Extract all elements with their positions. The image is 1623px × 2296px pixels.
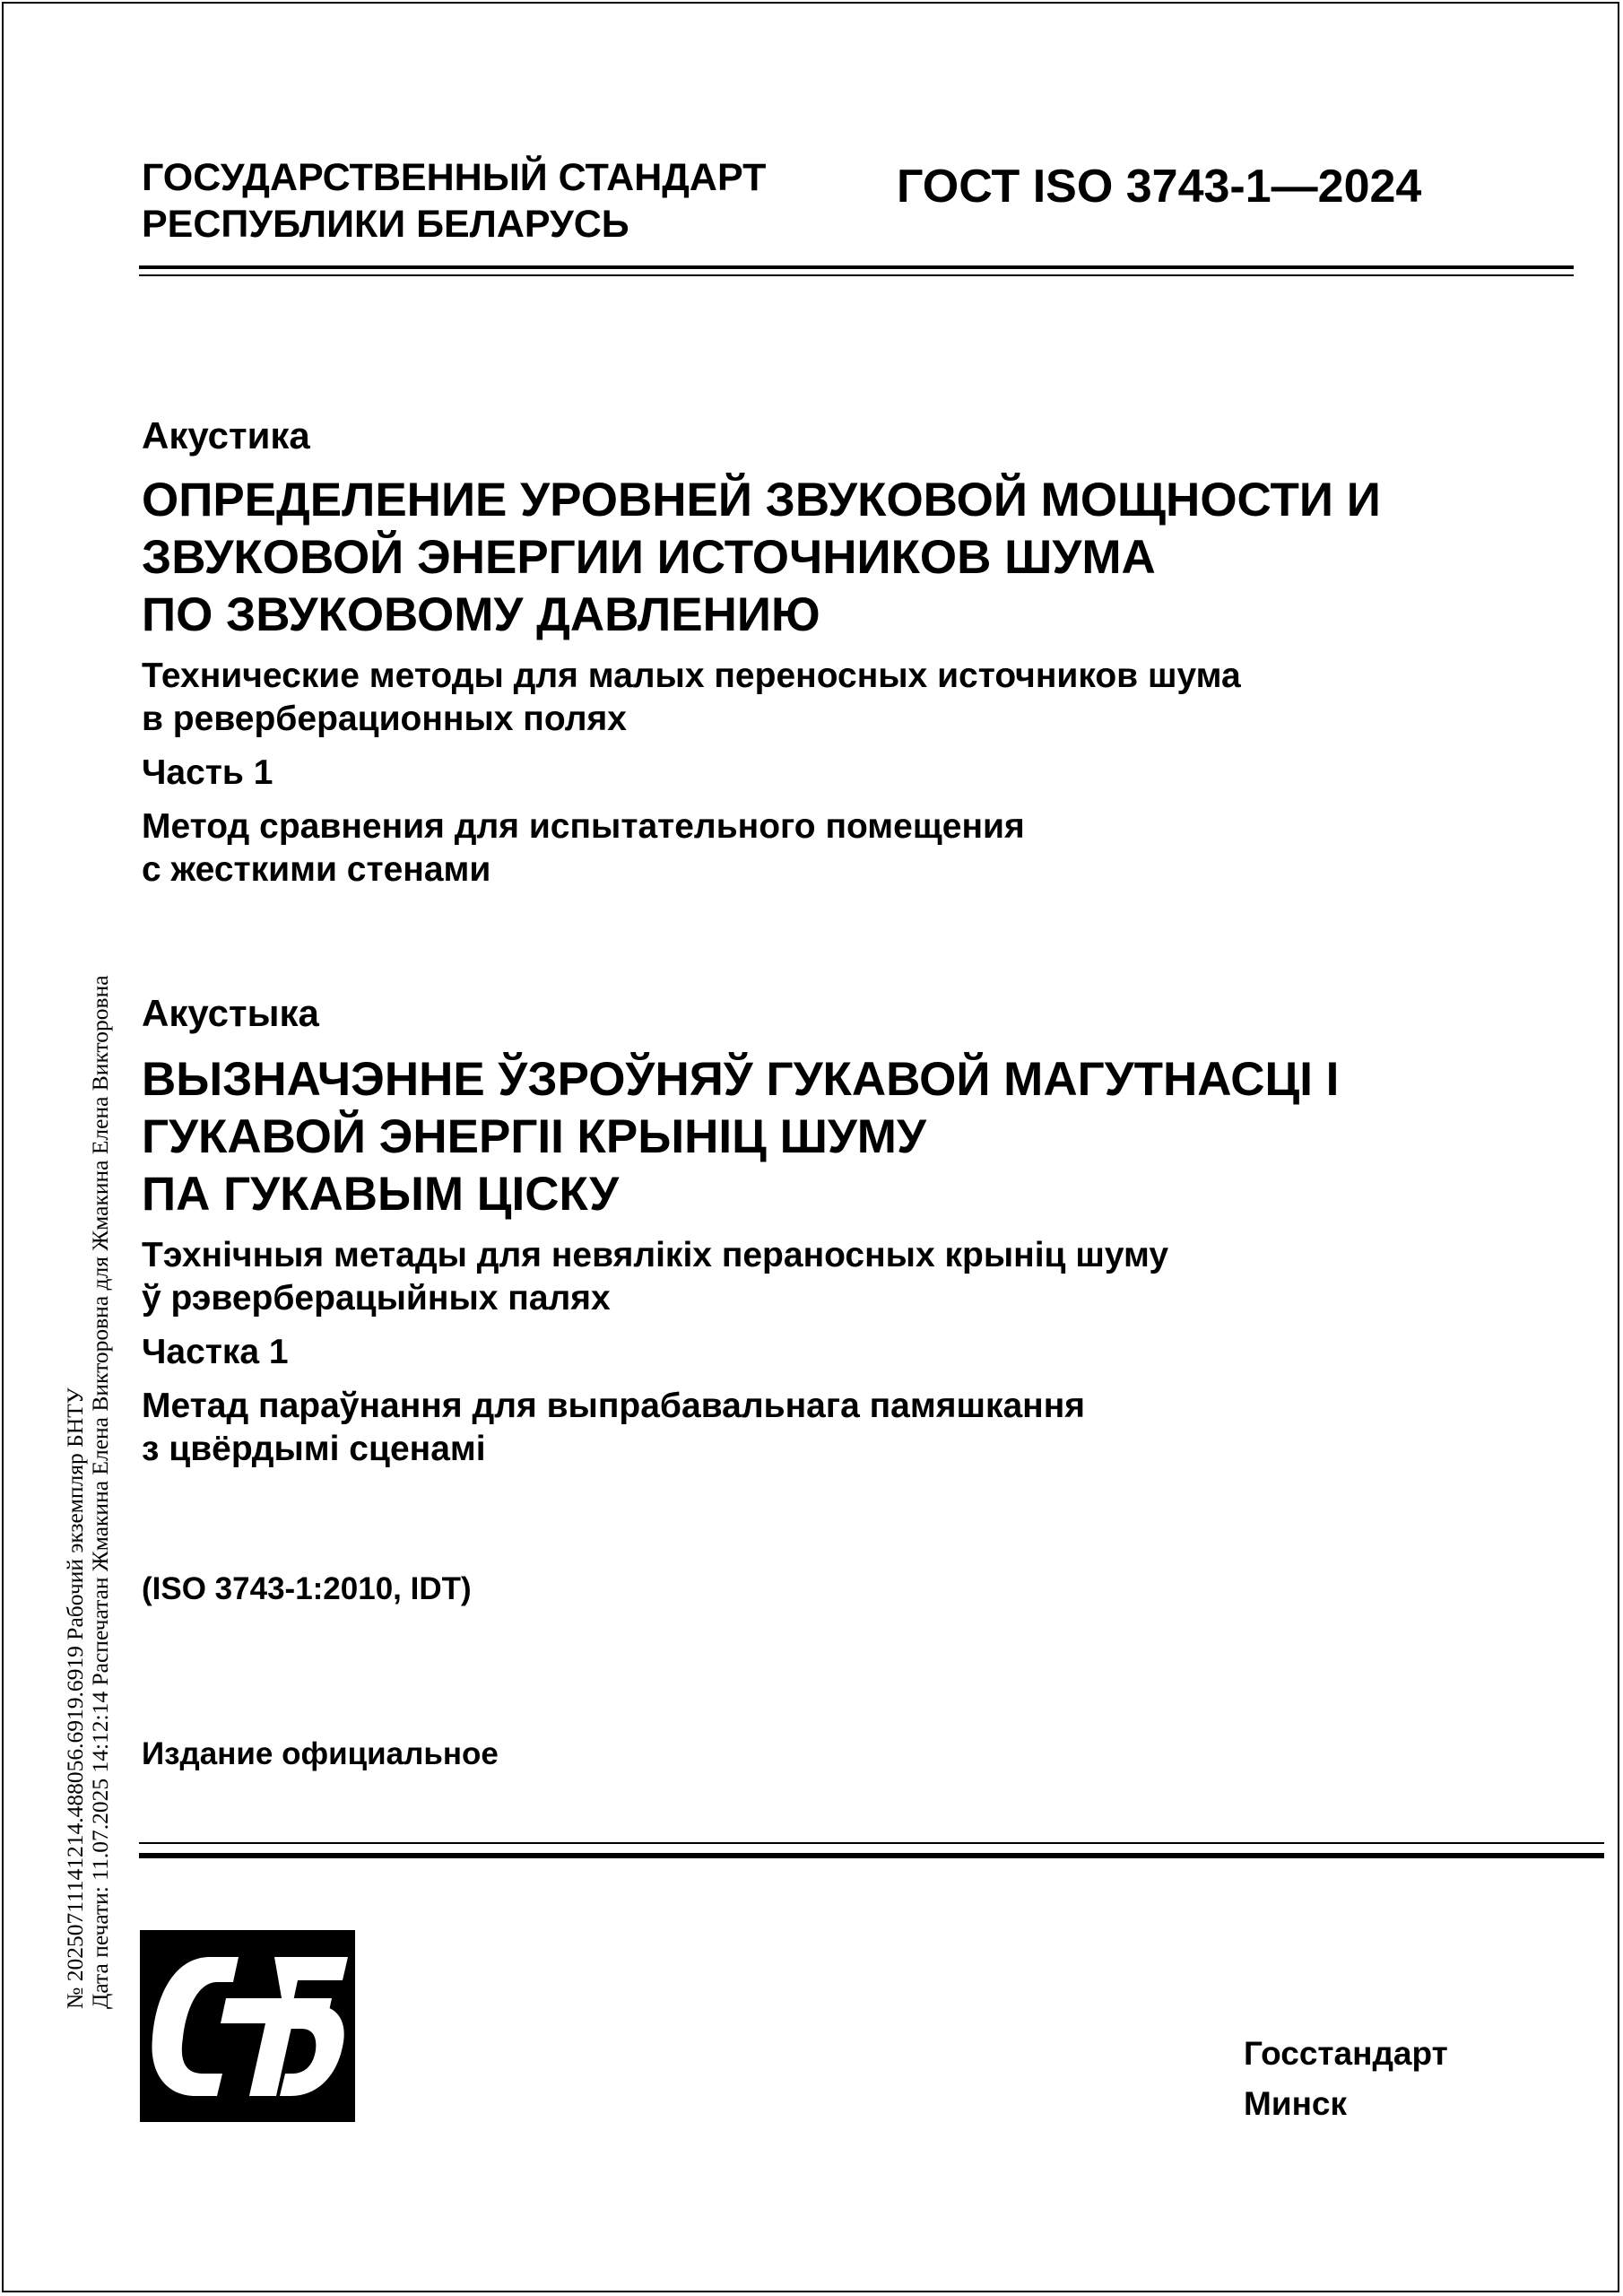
header-rule-thin xyxy=(139,274,1574,276)
ru-field: Акустика xyxy=(142,414,310,457)
publisher-name: Госстандарт xyxy=(1244,2035,1448,2072)
ru-part: Часть 1 xyxy=(142,753,273,792)
stb-logo-graphic xyxy=(140,1930,355,2122)
be-field: Акустыка xyxy=(142,992,319,1034)
side-stamp-line1: № 20250711141214.488056.6919.6919 Рабочий экземпляр БНТУ xyxy=(62,1387,88,2009)
side-stamp xyxy=(63,975,113,2009)
side-stamp-line2: Дата печати: 11.07.2025 14:12:14 Распечатан Жмакина Елена Викторовна для Жмакина Елена Викторовна xyxy=(87,975,113,2009)
standard-type xyxy=(142,154,766,248)
stb-logo-icon xyxy=(140,1930,355,2122)
standard-type-line1: ГОСУДАРСТВЕННЫЙ СТАНДАРТ xyxy=(142,156,767,199)
be-subtitle: Тэхнічныя метады для невялікіх пераносных крыніц шуму ў рэверберацыйных палях xyxy=(142,1236,1169,1318)
publisher-city: Минск xyxy=(1244,2085,1348,2122)
footer-rule-thick xyxy=(139,1853,1604,1858)
edition-label: Издание официальное xyxy=(142,1736,499,1771)
publisher xyxy=(1244,2029,1448,2129)
be-part-title: Метад параўнання для выпрабавальнага памяшкання з цвёрдымі сценамі xyxy=(142,1387,1086,1468)
header-rule-thick xyxy=(139,265,1574,269)
be-part: Частка 1 xyxy=(142,1333,289,1371)
ru-part-title: Метод сравнения для испытательного помещения с жесткими стенами xyxy=(142,807,1025,889)
be-title: ВЫЗНАЧЭННЕ ЎЗРОЎНЯЎ ГУКАВОЙ МАГУТНАСЦІ І ГУКАВОЙ ЭНЕРГІІ КРЫНІЦ ШУМУ ПА ГУКАВЫМ ЦІСКУ xyxy=(142,1053,1340,1221)
standard-type-line2: РЕСПУБЛИКИ БЕЛАРУСЬ xyxy=(142,203,629,246)
ru-subtitle: Технические методы для малых переносных источников шума в реверберационных полях xyxy=(142,657,1241,738)
ru-title: ОПРЕДЕЛЕНИЕ УРОВНЕЙ ЗВУКОВОЙ МОЩНОСТИ И ЗВУКОВОЙ ЭНЕРГИИ ИСТОЧНИКОВ ШУМА ПО ЗВУКОВОМУ ДАВЛЕНИЮ xyxy=(142,474,1381,641)
footer-rule-thin xyxy=(139,1842,1604,1844)
iso-reference: (ISO 3743-1:2010, IDT) xyxy=(142,1571,472,1606)
standard-designation: ГОСТ ISO 3743-1—2024 xyxy=(897,161,1422,213)
